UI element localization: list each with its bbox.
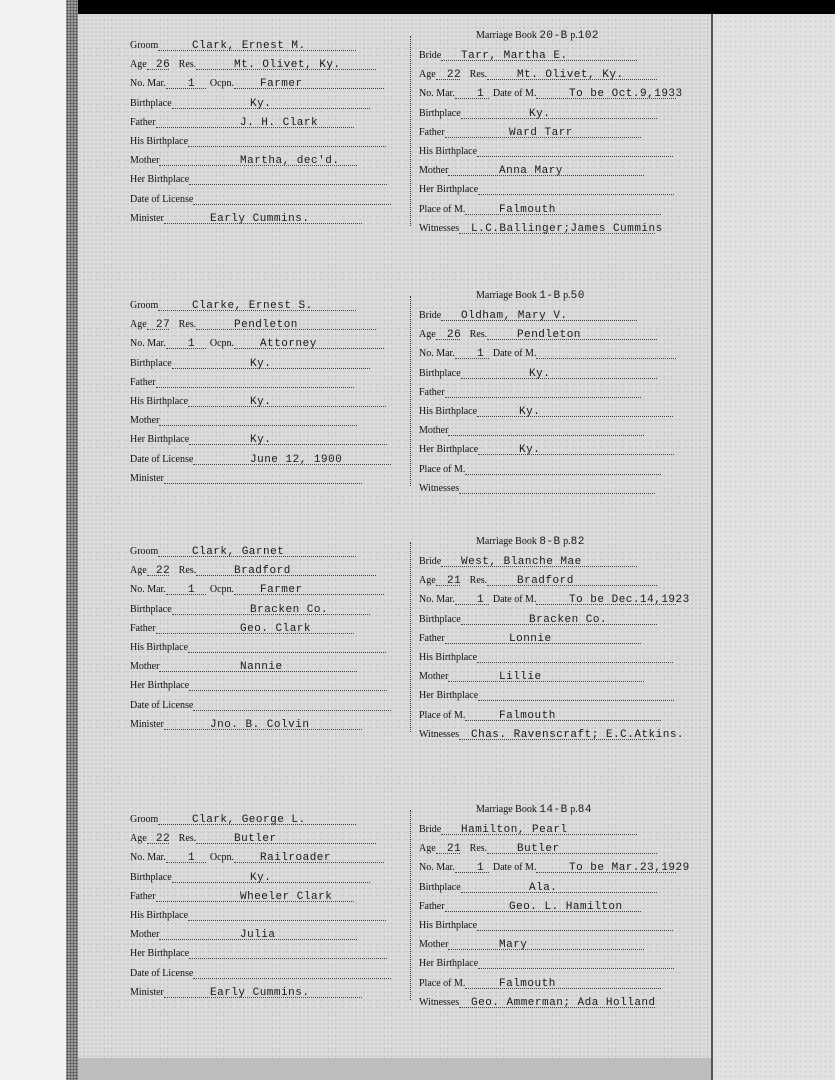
groom-date-of-license-row [130, 194, 408, 212]
bride-mother-row [419, 165, 695, 183]
marriage-entry [78, 290, 711, 494]
bride-age-row [419, 575, 695, 593]
place-of-m-value: Falmouth [499, 709, 556, 722]
groom-label: Groom [130, 814, 159, 825]
bride-age-row [419, 843, 695, 861]
groom-date-of-license-row [130, 968, 408, 986]
occupation-label: Ocpn. [209, 78, 235, 90]
no-mar-label: No. Mar. [130, 852, 166, 864]
her-birthplace-label: Her Birthplace [130, 948, 190, 960]
scan-right-margin [711, 14, 835, 1080]
bride-his-birthplace-row [419, 406, 695, 424]
birthplace-value: Ky. [529, 367, 551, 380]
father-label: Father [130, 890, 156, 902]
page-number: 82 [570, 536, 585, 548]
residence-label: Res. [178, 833, 197, 845]
birthplace-value: Ky. [529, 107, 551, 120]
groom-date-of-license-row [130, 454, 408, 472]
birthplace-label: Birthplace [419, 613, 461, 625]
bride-age-row [419, 329, 695, 347]
bride-witnesses-row [419, 223, 695, 241]
page-number: 102 [577, 30, 600, 42]
bride-label: Bride [419, 556, 442, 567]
no-mar-value: 1 [477, 594, 485, 607]
page-prefix: p. [563, 536, 571, 547]
occupation-value: Railroader [260, 852, 332, 865]
age-label: Age [130, 59, 147, 71]
her-birthplace-label: Her Birthplace [419, 958, 479, 970]
residence-label: Res. [469, 69, 488, 81]
his-birthplace-value: Ky. [519, 406, 541, 418]
bride-bride-row [419, 50, 695, 68]
entry-divider [410, 810, 412, 1000]
father-label: Father [419, 632, 445, 644]
witnesses-value: Geo. Ammerman; Ada Holland [471, 996, 656, 1009]
residence-value: Mt. Olivet, Ky. [234, 59, 341, 72]
minister-value: Early Cummins. [210, 212, 310, 225]
bride-label: Bride [419, 50, 442, 61]
groom-no-mar-row [130, 852, 408, 870]
age-value: 22 [156, 833, 171, 846]
book-number: 20-B [539, 30, 568, 42]
birthplace-value: Ky. [250, 871, 272, 884]
marriage-book-ref [476, 536, 585, 548]
witnesses-label: Witnesses [419, 482, 460, 494]
groom-his-birthplace-row [130, 642, 408, 660]
bride-her-birthplace-row [419, 184, 695, 202]
age-value: 21 [447, 575, 462, 588]
name-value: Clark, Garnet [192, 546, 285, 558]
page-number: 50 [570, 290, 585, 302]
groom-birthplace-row [130, 98, 408, 116]
no-mar-value: 1 [188, 852, 196, 865]
residence-label: Res. [469, 575, 488, 587]
bride-mother-row [419, 671, 695, 689]
no-mar-value: 1 [477, 348, 485, 361]
book-number: 8-B [539, 536, 561, 548]
groom-birthplace-row [130, 358, 408, 376]
name-value: Clark, George L. [192, 814, 306, 826]
date-of-m-label: Date of M. [492, 862, 537, 874]
her-birthplace-label: Her Birthplace [130, 174, 190, 186]
groom-minister-row [130, 473, 408, 491]
residence-label: Res. [178, 59, 197, 71]
date-of-m-value: To be Oct.9,1933 [569, 88, 683, 101]
bride-birthplace-row [419, 614, 695, 632]
groom-groom-row [130, 814, 408, 832]
occupation-value: Farmer [260, 584, 303, 597]
his-birthplace-label: His Birthplace [419, 652, 478, 663]
father-value: J. H. Clark [240, 116, 319, 129]
groom-groom-row [130, 546, 408, 564]
birthplace-label: Birthplace [130, 357, 172, 369]
bride-label: Bride [419, 824, 442, 835]
age-label: Age [130, 319, 147, 331]
groom-her-birthplace-row [130, 680, 408, 698]
marriage-book-ref [476, 290, 585, 302]
page-number: 84 [577, 804, 592, 816]
her-birthplace-value: Ky. [250, 434, 272, 447]
groom-father-row [130, 891, 408, 909]
date-of-m-label: Date of M. [492, 594, 537, 606]
book-number: 1-B [539, 290, 561, 302]
place-of-m-label: Place of M. [419, 463, 466, 475]
witnesses-value: Chas. Ravenscraft; E.C.Atkins. [471, 728, 685, 741]
bride-his-birthplace-row [419, 146, 695, 164]
age-label: Age [130, 833, 147, 845]
groom-his-birthplace-row [130, 910, 408, 928]
groom-no-mar-row [130, 338, 408, 356]
birthplace-value: Ala. [529, 881, 558, 894]
father-label: Father [419, 900, 445, 912]
groom-her-birthplace-row [130, 434, 408, 452]
name-value: Clarke, Ernest S. [192, 300, 313, 312]
bride-birthplace-row [419, 882, 695, 900]
father-value: Ward Tarr [509, 126, 573, 139]
groom-birthplace-row [130, 872, 408, 890]
mother-value: Anna Mary [499, 165, 563, 178]
bride-bride-row [419, 310, 695, 328]
mother-label: Mother [419, 939, 449, 951]
his-birthplace-label: His Birthplace [130, 910, 189, 921]
mother-label: Mother [419, 425, 449, 437]
age-label: Age [419, 69, 436, 81]
mother-label: Mother [130, 415, 160, 427]
residence-label: Res. [178, 319, 197, 331]
occupation-label: Ocpn. [209, 852, 235, 864]
marriage-entry [78, 804, 711, 1009]
page-prefix: p. [570, 30, 578, 41]
place-of-m-label: Place of M. [419, 203, 466, 215]
mother-value: Julia [240, 929, 276, 942]
bride-her-birthplace-row [419, 958, 695, 976]
record-card [78, 14, 711, 1080]
date-of-m-value: To be Dec.14,1923 [569, 594, 690, 607]
age-value: 26 [447, 329, 462, 342]
father-value: Wheeler Clark [240, 890, 333, 903]
no-mar-label: No. Mar. [419, 88, 455, 100]
birthplace-label: Birthplace [419, 367, 461, 379]
place-of-m-label: Place of M. [419, 709, 466, 721]
bride-her-birthplace-row [419, 444, 695, 462]
minister-label: Minister [130, 718, 164, 730]
his-birthplace-label: His Birthplace [419, 146, 478, 157]
bride-witnesses-row [419, 729, 695, 747]
place-of-m-value: Falmouth [499, 203, 556, 216]
groom-date-of-license-row [130, 700, 408, 718]
his-birthplace-label: His Birthplace [419, 920, 478, 931]
name-value: Clark, Ernest M. [192, 40, 306, 52]
father-label: Father [419, 386, 445, 398]
his-birthplace-label: His Birthplace [130, 642, 189, 653]
minister-label: Minister [130, 212, 164, 224]
bride-birthplace-row [419, 108, 695, 126]
age-value: 26 [156, 59, 171, 72]
groom-label: Groom [130, 546, 159, 557]
groom-groom-row [130, 40, 408, 58]
date-of-m-label: Date of M. [492, 88, 537, 100]
marriage-book-label: Marriage Book [476, 290, 537, 301]
bride-no-mar-row [419, 348, 695, 366]
birthplace-value: Bracken Co. [529, 613, 608, 626]
date-of-license-label: Date of License [130, 699, 194, 711]
groom-his-birthplace-row [130, 136, 408, 154]
no-mar-value: 1 [188, 584, 196, 597]
bride-father-row [419, 387, 695, 405]
his-birthplace-label: His Birthplace [130, 136, 189, 147]
her-birthplace-label: Her Birthplace [130, 434, 190, 446]
residence-value: Butler [517, 843, 560, 856]
marriage-book-ref [476, 30, 599, 42]
page-prefix: p. [563, 290, 571, 301]
residence-value: Mt. Olivet, Ky. [517, 69, 624, 82]
father-label: Father [130, 116, 156, 128]
date-of-m-value: To be Mar.23,1929 [569, 862, 690, 875]
occupation-label: Ocpn. [209, 338, 235, 350]
groom-his-birthplace-row [130, 396, 408, 414]
marriage-book-ref [476, 804, 592, 816]
bride-no-mar-row [419, 88, 695, 106]
witnesses-label: Witnesses [419, 222, 460, 234]
groom-mother-row [130, 415, 408, 433]
groom-mother-row [130, 929, 408, 947]
bride-birthplace-row [419, 368, 695, 386]
her-birthplace-value: Ky. [519, 444, 541, 457]
bride-mother-row [419, 939, 695, 957]
no-mar-value: 1 [477, 88, 485, 101]
marriage-book-label: Marriage Book [476, 536, 537, 547]
father-label: Father [419, 126, 445, 138]
groom-label: Groom [130, 40, 159, 51]
groom-mother-row [130, 155, 408, 173]
groom-minister-row [130, 213, 408, 231]
residence-label: Res. [178, 565, 197, 577]
bride-her-birthplace-row [419, 690, 695, 708]
name-value: Oldham, Mary V. [461, 310, 568, 322]
place-of-m-value: Falmouth [499, 977, 556, 990]
age-label: Age [130, 565, 147, 577]
minister-label: Minister [130, 986, 164, 998]
date-of-license-label: Date of License [130, 967, 194, 979]
groom-father-row [130, 117, 408, 135]
groom-mother-row [130, 661, 408, 679]
bride-witnesses-row [419, 483, 695, 501]
witnesses-label: Witnesses [419, 728, 460, 740]
groom-father-row [130, 377, 408, 395]
mother-label: Mother [130, 155, 160, 167]
mother-value: Nannie [240, 661, 283, 674]
name-value: Hamilton, Pearl [461, 824, 568, 836]
name-value: West, Blanche Mae [461, 556, 582, 568]
witnesses-label: Witnesses [419, 996, 460, 1008]
father-label: Father [130, 622, 156, 634]
mother-value: Martha, dec'd. [240, 155, 340, 168]
birthplace-value: Ky. [250, 357, 272, 370]
bride-witnesses-row [419, 997, 695, 1015]
groom-her-birthplace-row [130, 948, 408, 966]
birthplace-label: Birthplace [130, 603, 172, 615]
minister-label: Minister [130, 472, 164, 484]
his-birthplace-label: His Birthplace [419, 406, 478, 417]
residence-value: Bradford [234, 565, 291, 578]
marriage-entry [78, 536, 711, 741]
age-label: Age [419, 575, 436, 587]
bride-father-row [419, 633, 695, 651]
bride-place-of-m-row [419, 204, 695, 222]
marriage-book-label: Marriage Book [476, 804, 537, 815]
bride-bride-row [419, 824, 695, 842]
bride-no-mar-row [419, 862, 695, 880]
bride-no-mar-row [419, 594, 695, 612]
mother-label: Mother [130, 661, 160, 673]
bride-place-of-m-row [419, 710, 695, 728]
name-value: Tarr, Martha E. [461, 50, 568, 62]
date-of-license-label: Date of License [130, 193, 194, 205]
occupation-label: Ocpn. [209, 584, 235, 596]
no-mar-value: 1 [188, 78, 196, 91]
mother-value: Lillie [499, 671, 542, 684]
residence-value: Pendleton [234, 319, 298, 332]
bride-his-birthplace-row [419, 652, 695, 670]
groom-father-row [130, 623, 408, 641]
residence-value: Bradford [517, 575, 574, 588]
her-birthplace-label: Her Birthplace [130, 680, 190, 692]
groom-label: Groom [130, 300, 159, 311]
birthplace-label: Birthplace [419, 881, 461, 893]
entry-divider [410, 36, 412, 226]
bride-place-of-m-row [419, 464, 695, 482]
mother-label: Mother [130, 929, 160, 941]
no-mar-label: No. Mar. [130, 338, 166, 350]
no-mar-label: No. Mar. [130, 78, 166, 90]
groom-age-row [130, 833, 408, 851]
his-birthplace-value: Ky. [250, 396, 272, 408]
age-value: 27 [156, 319, 171, 332]
page-prefix: p. [570, 804, 578, 815]
mother-label: Mother [419, 671, 449, 683]
bride-father-row [419, 127, 695, 145]
occupation-value: Farmer [260, 78, 303, 91]
groom-minister-row [130, 719, 408, 737]
scan-bottom-band [78, 1058, 711, 1080]
age-value: 22 [156, 565, 171, 578]
residence-label: Res. [469, 843, 488, 855]
age-value: 22 [447, 69, 462, 82]
groom-no-mar-row [130, 78, 408, 96]
her-birthplace-label: Her Birthplace [419, 444, 479, 456]
book-number: 14-B [539, 804, 568, 816]
her-birthplace-label: Her Birthplace [419, 690, 479, 702]
place-of-m-label: Place of M. [419, 977, 466, 989]
residence-label: Res. [469, 329, 488, 341]
age-label: Age [419, 843, 436, 855]
minister-value: Jno. B. Colvin [210, 718, 310, 731]
minister-value: Early Cummins. [210, 986, 310, 999]
birthplace-label: Birthplace [419, 107, 461, 119]
marriage-book-label: Marriage Book [476, 30, 537, 41]
father-value: Lonnie [509, 632, 552, 645]
no-mar-label: No. Mar. [419, 862, 455, 874]
witnesses-value: L.C.Ballinger;James Cummins [471, 222, 663, 235]
her-birthplace-label: Her Birthplace [419, 184, 479, 196]
no-mar-label: No. Mar. [419, 594, 455, 606]
entry-divider [410, 296, 412, 486]
groom-groom-row [130, 300, 408, 318]
bride-bride-row [419, 556, 695, 574]
no-mar-value: 1 [188, 338, 196, 351]
bride-mother-row [419, 425, 695, 443]
groom-no-mar-row [130, 584, 408, 602]
date-of-m-label: Date of M. [492, 348, 537, 360]
groom-age-row [130, 565, 408, 583]
scan-edge [66, 0, 78, 1080]
groom-age-row [130, 59, 408, 77]
groom-her-birthplace-row [130, 174, 408, 192]
bride-his-birthplace-row [419, 920, 695, 938]
groom-age-row [130, 319, 408, 337]
father-label: Father [130, 376, 156, 388]
age-label: Age [419, 329, 436, 341]
marriage-entry [78, 30, 711, 235]
no-mar-label: No. Mar. [130, 584, 166, 596]
father-value: Geo. Clark [240, 622, 312, 635]
bride-age-row [419, 69, 695, 87]
entry-divider [410, 542, 412, 732]
bride-father-row [419, 901, 695, 919]
birthplace-label: Birthplace [130, 97, 172, 109]
residence-value: Pendleton [517, 329, 581, 342]
age-value: 21 [447, 843, 462, 856]
his-birthplace-label: His Birthplace [130, 396, 189, 407]
mother-label: Mother [419, 165, 449, 177]
bride-place-of-m-row [419, 978, 695, 996]
residence-value: Butler [234, 833, 277, 846]
birthplace-label: Birthplace [130, 871, 172, 883]
scan-left-margin [0, 0, 78, 1080]
groom-minister-row [130, 987, 408, 1005]
occupation-value: Attorney [260, 338, 317, 351]
birthplace-value: Ky. [250, 97, 272, 110]
bride-label: Bride [419, 310, 442, 321]
father-value: Geo. L. Hamilton [509, 900, 623, 913]
date-of-license-value: June 12, 1900 [250, 453, 343, 466]
groom-birthplace-row [130, 604, 408, 622]
mother-value: Mary [499, 939, 528, 952]
no-mar-label: No. Mar. [419, 348, 455, 360]
birthplace-value: Bracken Co. [250, 603, 329, 616]
no-mar-value: 1 [477, 862, 485, 875]
date-of-license-label: Date of License [130, 453, 194, 465]
